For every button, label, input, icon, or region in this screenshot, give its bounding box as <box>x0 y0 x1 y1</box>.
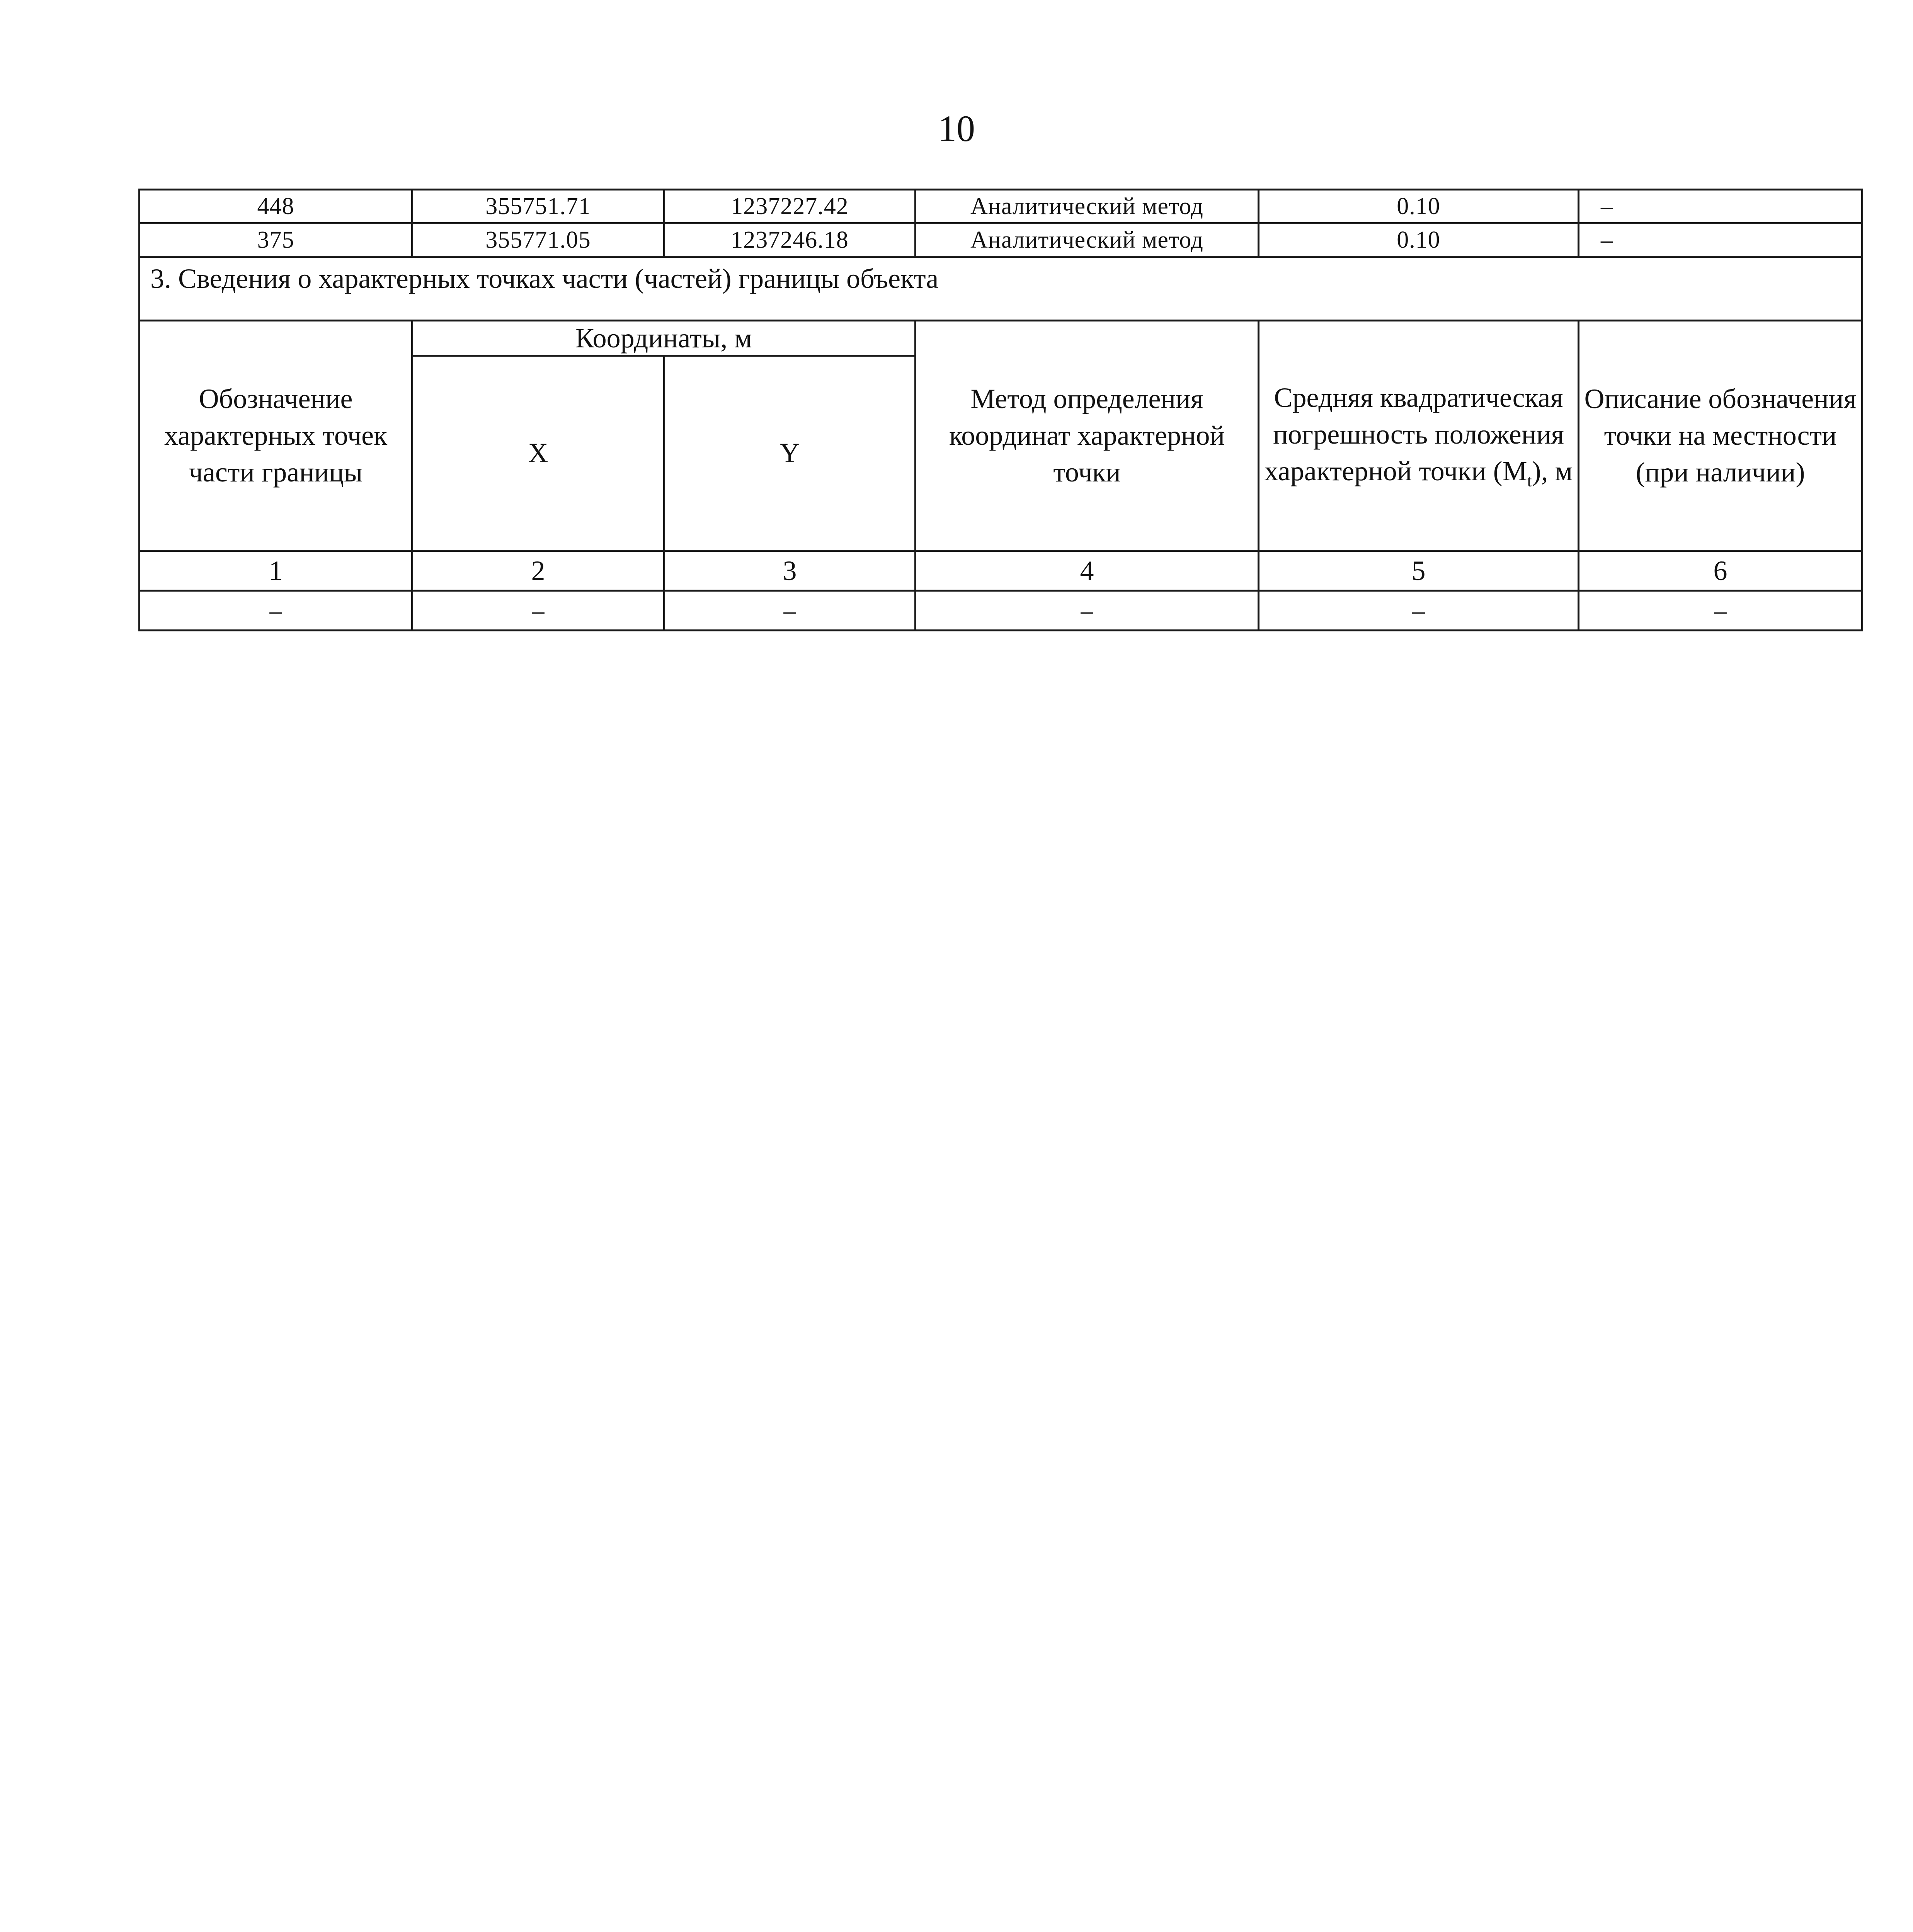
empty-data-row <box>140 591 1862 631</box>
header-error <box>1259 321 1579 551</box>
empty-cell: – <box>1579 591 1862 631</box>
method-cell: Аналитический метод <box>916 223 1259 257</box>
description-value: – <box>1601 227 1613 253</box>
empty-cell: – <box>916 591 1259 631</box>
column-number: 3 <box>664 551 916 591</box>
header-method: Метод определения координат характерной точки <box>916 321 1259 551</box>
column-number: 1 <box>140 551 412 591</box>
header-y: Y <box>664 356 916 551</box>
description-cell <box>1579 223 1862 257</box>
y-coordinate-cell: 1237227.42 <box>664 190 916 223</box>
header-error-subscript: t <box>1527 472 1532 490</box>
header-row <box>140 321 1862 356</box>
column-number: 6 <box>1579 551 1862 591</box>
empty-cell: – <box>140 591 412 631</box>
column-number: 2 <box>412 551 664 591</box>
description-value: – <box>1601 193 1613 219</box>
page-number: 10 <box>938 108 975 149</box>
header-x: X <box>412 356 664 551</box>
section-title: 3. Сведения о характерных точках части (частей) границы объекта <box>150 263 939 294</box>
method-cell: Аналитический метод <box>916 190 1259 223</box>
empty-cell: – <box>664 591 916 631</box>
column-number: 4 <box>916 551 1259 591</box>
section-title-cell <box>140 257 1862 321</box>
point-number-cell: 448 <box>140 190 412 223</box>
x-coordinate-cell: 355751.71 <box>412 190 664 223</box>
error-cell: 0.10 <box>1259 223 1579 257</box>
header-coordinates: Координаты, м <box>412 321 916 356</box>
column-number: 5 <box>1259 551 1579 591</box>
column-numbers-row <box>140 551 1862 591</box>
error-cell: 0.10 <box>1259 190 1579 223</box>
header-designation: Обозначение характерных точек части границы <box>140 321 412 551</box>
x-coordinate-cell: 355771.05 <box>412 223 664 257</box>
header-error-suffix: ), м <box>1532 455 1573 486</box>
header-description: Описание обозначения точки на местности (при наличии) <box>1579 321 1862 551</box>
header-error-text: Средняя квадратическая погрешность положения характерной точки (M <box>1264 382 1564 486</box>
table-row <box>140 190 1862 223</box>
table-row <box>140 223 1862 257</box>
y-coordinate-cell: 1237246.18 <box>664 223 916 257</box>
section-title-row <box>140 257 1862 321</box>
empty-cell: – <box>412 591 664 631</box>
boundary-points-table <box>138 189 1863 631</box>
description-cell <box>1579 190 1862 223</box>
empty-cell: – <box>1259 591 1579 631</box>
point-number-cell: 375 <box>140 223 412 257</box>
